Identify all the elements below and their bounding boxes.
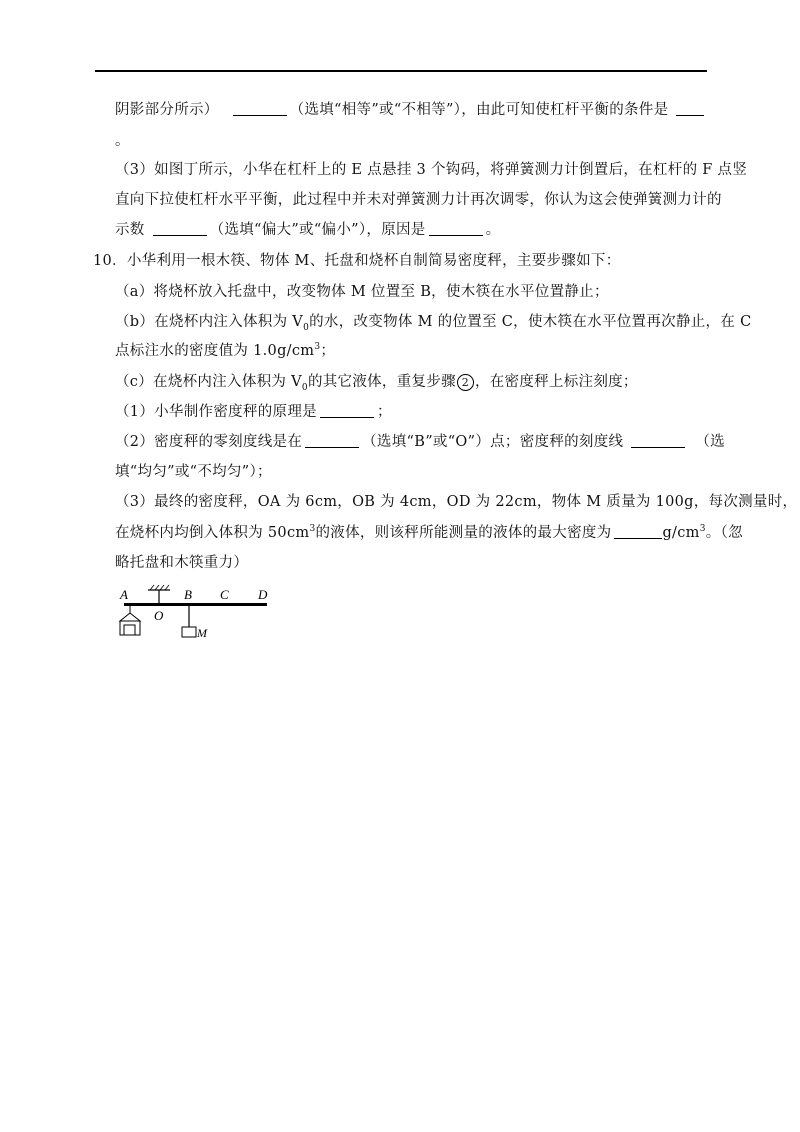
text-segment: （1）小华制作密度秤的原理是 [115, 404, 317, 420]
text-segment: 点标注水的密度值为 1.0g/cm [115, 343, 315, 359]
text-segment: （2）密度秤的零刻度线是在 [115, 434, 303, 450]
text-line: （a）将烧杯放入托盘中，改变物体 M 位置至 B，使木筷在水平位置静止； [115, 284, 609, 300]
superscript: 3 [309, 524, 316, 535]
label-O: O [154, 608, 164, 623]
subscript: 0 [303, 322, 310, 333]
text-segment: 的液体，则该秤所能测量的液体的最大密度为 [315, 525, 612, 541]
tray-hanger [120, 613, 140, 621]
support-hatch [155, 585, 159, 590]
text-line: （3）如图丁所示，小华在杠杆上的 E 点悬挂 3 个钩码，将弹簧测力计倒置后，在杠杆的 F 点竖 [115, 162, 748, 178]
label-B: B [184, 587, 192, 602]
text-line: （3）最终的密度秤，OA 为 6cm，OB 为 4cm，OD 为 22cm，物体 M 质量为 100g，每次测量时， [115, 494, 798, 510]
answer-blank [676, 101, 704, 116]
text-segment: （选填“偏大”或“偏小”），原因是 [209, 222, 426, 238]
label-C: C [220, 587, 229, 602]
text-line [115, 402, 392, 422]
answer-blank [153, 221, 207, 236]
answer-blank [305, 433, 359, 448]
text-segment: g/cm [662, 525, 700, 541]
text-segment: 的其它液体，重复步骤 [307, 374, 456, 390]
text-line: 填“均匀”或“不均匀”）； [115, 464, 272, 480]
text-line: 。 [115, 133, 130, 149]
answer-blank [320, 403, 374, 418]
support-hatch [165, 585, 169, 590]
answer-blank [233, 101, 287, 116]
label-M: M [197, 626, 207, 640]
beaker-icon [124, 625, 135, 635]
label-A: A [120, 587, 128, 602]
subscript: 0 [301, 382, 308, 393]
tray-icon [120, 621, 140, 635]
text-line: 略托盘和木筷重力） [115, 555, 249, 571]
text-segment: （选填“B”或“O”）点；密度秤的刻度线 [362, 434, 624, 450]
answer-blank [429, 221, 483, 236]
weight-M-box [182, 627, 196, 637]
text-segment: （c）在烧杯内注入体积为 V [115, 374, 302, 390]
text-segment: ，在密度秤上标注刻度； [474, 374, 638, 390]
question-10-heading: 10．小华利用一根木筷、物体 M、托盘和烧杯自制简易密度秤，主要步骤如下： [93, 253, 621, 269]
chopstick-bar [124, 603, 267, 606]
text-segment: （b）在烧杯内注入体积为 V [115, 314, 304, 330]
text-line [115, 220, 500, 240]
text-segment: 。（忽 [705, 525, 743, 541]
text-segment: 阴影部分所示） [115, 102, 219, 118]
text-segment: ； [320, 343, 336, 359]
text-segment: 在烧杯内均倒入体积为 50cm [115, 525, 310, 541]
superscript: 3 [699, 524, 706, 535]
label-D: D [258, 587, 268, 602]
text-line [115, 523, 743, 543]
answer-blank [631, 433, 685, 448]
text-line [115, 432, 725, 452]
text-segment: 的水，改变物体 M 的位置至 C，使木筷在水平位置再次静止，在 C [309, 314, 752, 330]
text-line [115, 100, 707, 120]
support-hatch [160, 585, 164, 590]
circled-step-number: 2 [457, 374, 474, 391]
text-segment: （选 [695, 434, 725, 450]
lever-diagram [112, 583, 282, 645]
text-segment: ； [376, 404, 392, 420]
text-segment: 示数 [115, 222, 145, 238]
text-line [115, 341, 335, 361]
text-segment: 。 [485, 222, 501, 238]
answer-blank [614, 524, 662, 539]
text-segment: （选填“相等”或“不相等”），由此可知使杠杆平衡的条件是 [289, 102, 669, 118]
header-rule [95, 70, 707, 72]
text-line [115, 372, 638, 392]
support-hatch [150, 585, 154, 590]
text-line: 直向下拉使杠杆水平平衡，此过程中并未对弹簧测力计再次调零，你认为这会使弹簧测力计的 [115, 192, 722, 208]
text-line [115, 312, 751, 332]
superscript: 3 [314, 342, 321, 353]
